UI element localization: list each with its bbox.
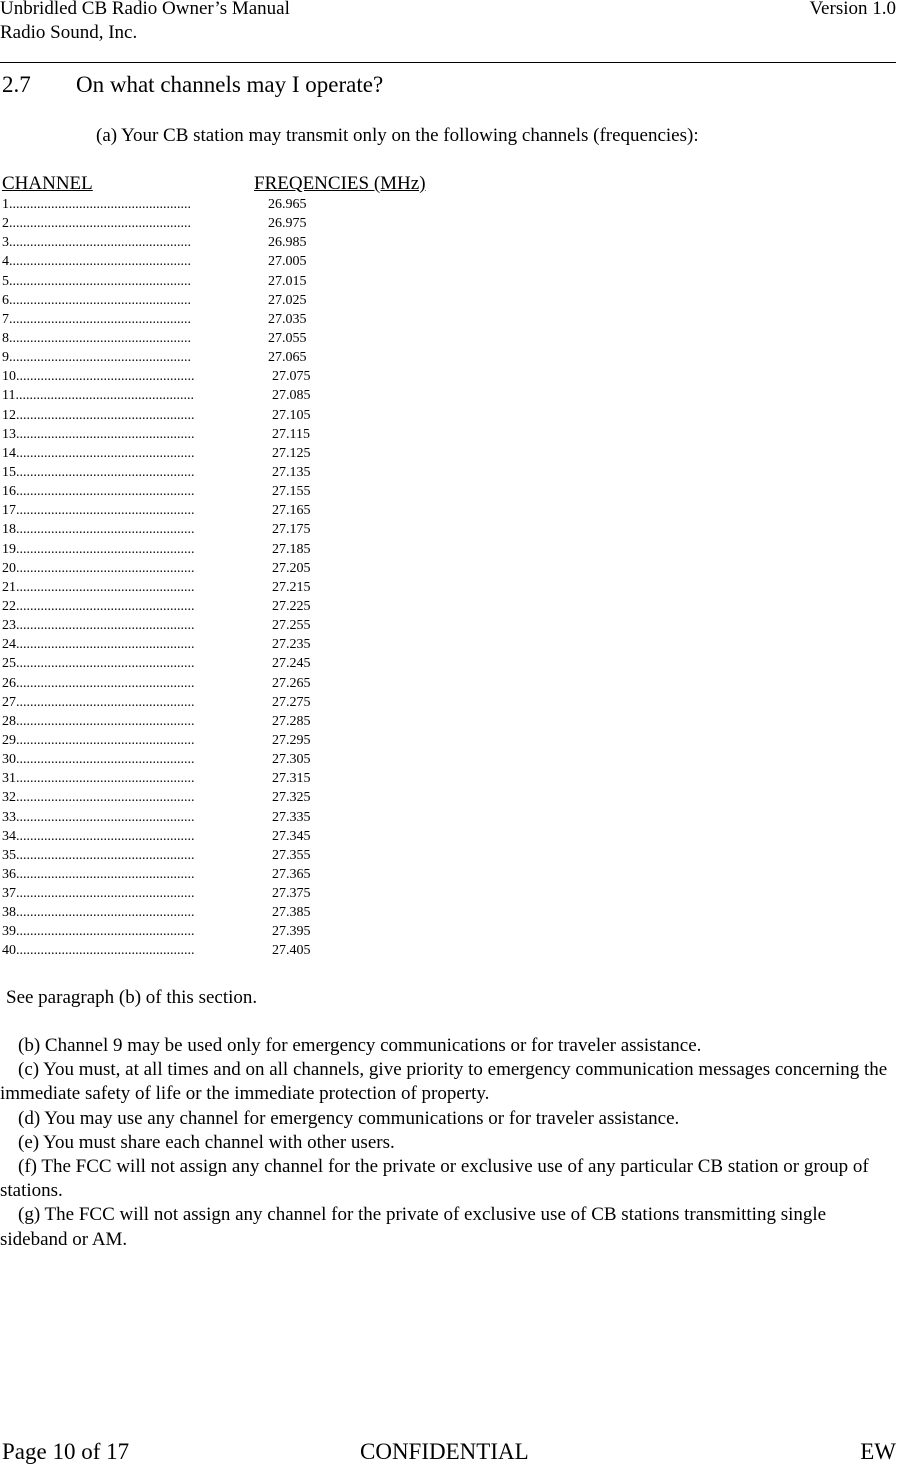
- channel-number: 11...................................................: [2, 388, 194, 404]
- channel-frequency: 27.295: [272, 732, 311, 748]
- channel-number: 4....................................................: [2, 254, 191, 270]
- channel-frequency: 27.175: [272, 522, 311, 538]
- table-row: [0, 922, 400, 941]
- table-row: [0, 846, 400, 865]
- channel-frequency: 27.085: [272, 388, 311, 404]
- channel-frequency-table: [0, 195, 400, 961]
- channel-frequency: 27.395: [272, 924, 311, 940]
- channel-number: 40...................................................: [2, 943, 195, 959]
- channel-frequency: 27.285: [272, 713, 311, 729]
- channel-number: 39...................................................: [2, 924, 195, 940]
- channel-frequency: 27.015: [268, 273, 307, 289]
- channel-frequency: 27.265: [272, 675, 311, 691]
- table-row: [0, 884, 400, 903]
- table-row: [0, 214, 400, 233]
- table-row: [0, 903, 400, 922]
- channel-frequency: 27.035: [268, 311, 307, 327]
- table-row: [0, 272, 400, 291]
- channel-number: 23...................................................: [2, 618, 195, 634]
- section-title: On what channels may I operate?: [76, 72, 384, 97]
- header-rule: [0, 62, 896, 63]
- table-row: [0, 329, 400, 348]
- channel-frequency: 27.275: [272, 694, 311, 710]
- channel-frequency: 27.375: [272, 886, 311, 902]
- channel-number: 6....................................................: [2, 292, 191, 308]
- channel-frequency: 27.335: [272, 809, 311, 825]
- table-row: [0, 674, 400, 693]
- channel-frequency: 27.005: [268, 254, 307, 270]
- table-row: [0, 463, 400, 482]
- channel-number: 21...................................................: [2, 579, 195, 595]
- channel-column-header: CHANNEL: [2, 173, 93, 194]
- channel-frequency: 27.215: [272, 579, 311, 595]
- channel-frequency: 27.325: [272, 790, 311, 806]
- table-row: [0, 444, 400, 463]
- channel-number: 29...................................................: [2, 732, 195, 748]
- channel-number: 26...................................................: [2, 675, 195, 691]
- channel-number: 32...................................................: [2, 790, 195, 806]
- table-row: [0, 750, 400, 769]
- channel-number: 10...................................................: [2, 369, 195, 385]
- channel-frequency: 26.985: [268, 235, 307, 251]
- channel-frequency: 27.135: [272, 464, 311, 480]
- channel-number: 8....................................................: [2, 330, 191, 346]
- channel-frequency: 26.975: [268, 216, 307, 232]
- channel-number: 9....................................................: [2, 350, 191, 366]
- channel-frequency: 27.385: [272, 905, 311, 921]
- table-row: [0, 635, 400, 654]
- channel-frequency: 27.125: [272, 445, 311, 461]
- channel-frequency: 27.225: [272, 598, 311, 614]
- channel-frequency: 27.025: [268, 292, 307, 308]
- channel-number: 15...................................................: [2, 464, 195, 480]
- table-row: [0, 291, 400, 310]
- channel-frequency: 27.245: [272, 656, 311, 672]
- channel-number: 2....................................................: [2, 216, 191, 232]
- channel-number: 14...................................................: [2, 445, 195, 461]
- author-initials: EW: [860, 1439, 896, 1464]
- channel-number: 24...................................................: [2, 637, 195, 653]
- channel-number: 20...................................................: [2, 560, 195, 576]
- table-row: [0, 252, 400, 271]
- channel-rules: [0, 1034, 896, 1252]
- table-row: [0, 540, 400, 559]
- table-row: [0, 195, 400, 214]
- channel-number: 38...................................................: [2, 905, 195, 921]
- table-row: [0, 808, 400, 827]
- channel-number: 1....................................................: [2, 197, 191, 212]
- channel-number: 34...................................................: [2, 828, 195, 844]
- channel-frequency: 27.165: [272, 503, 311, 519]
- channel-frequency: 27.065: [268, 350, 307, 366]
- channel-frequency: 27.055: [268, 330, 307, 346]
- channel-number: 3....................................................: [2, 235, 191, 251]
- table-row: [0, 597, 400, 616]
- channel-frequency: 27.305: [272, 752, 311, 768]
- channel-number: 35...................................................: [2, 847, 195, 863]
- company-name: Radio Sound, Inc.: [0, 22, 138, 43]
- manual-title: Unbridled CB Radio Owner’s Manual: [0, 0, 290, 19]
- channel-frequency: 27.155: [272, 484, 311, 500]
- channel-number: 5....................................................: [2, 273, 191, 289]
- channel-number: 13...................................................: [2, 426, 195, 442]
- channel-frequency: 27.345: [272, 828, 311, 844]
- channel-number: 30...................................................: [2, 752, 195, 768]
- channel-number: 12...................................................: [2, 407, 195, 423]
- table-row: [0, 367, 400, 386]
- channel-number: 33...................................................: [2, 809, 195, 825]
- channel-frequency: 27.105: [272, 407, 311, 423]
- channel-number: 19...................................................: [2, 541, 195, 557]
- confidential-label: CONFIDENTIAL: [360, 1439, 529, 1464]
- channel-frequency: 27.355: [272, 847, 311, 863]
- table-row: [0, 233, 400, 252]
- channel-number: 18...................................................: [2, 522, 195, 538]
- table-row: [0, 406, 400, 425]
- table-row: [0, 941, 400, 960]
- channel-number: 7....................................................: [2, 311, 191, 327]
- table-row: [0, 769, 400, 788]
- channel-number: 37...................................................: [2, 886, 195, 902]
- channel-number: 27...................................................: [2, 694, 195, 710]
- section-number: 2.7: [2, 72, 31, 97]
- channel-frequency: 27.185: [272, 541, 311, 557]
- channel-number: 31...................................................: [2, 771, 195, 787]
- table-row: [0, 865, 400, 884]
- channel-number: 16...................................................: [2, 484, 195, 500]
- channel-frequency: 27.205: [272, 560, 311, 576]
- table-row: [0, 559, 400, 578]
- table-row: [0, 348, 400, 367]
- table-row: [0, 386, 400, 405]
- channel-number: 36...................................................: [2, 866, 195, 882]
- table-row: [0, 578, 400, 597]
- table-row: [0, 693, 400, 712]
- rule-paragraph: (e) You must share each channel with other users.: [18, 1131, 395, 1153]
- channel-number: 22...................................................: [2, 598, 195, 614]
- channel-frequency: 27.255: [272, 618, 311, 634]
- table-row: [0, 501, 400, 520]
- channel-frequency: 27.075: [272, 369, 311, 385]
- table-row: [0, 654, 400, 673]
- frequency-column-header: FREQENCIES (MHz): [254, 173, 426, 194]
- channel-frequency: 27.405: [272, 943, 311, 959]
- table-row: [0, 731, 400, 750]
- table-row: [0, 616, 400, 635]
- channel-frequency: 27.365: [272, 866, 311, 882]
- version-label: Version 1.0: [809, 0, 896, 19]
- channel-number: 28...................................................: [2, 713, 195, 729]
- rule-paragraph: (b) Channel 9 may be used only for emergency communications or for traveler assistance.: [18, 1035, 702, 1056]
- channel-frequency: 27.315: [272, 771, 311, 787]
- table-row: [0, 520, 400, 539]
- channel-number: 25...................................................: [2, 656, 195, 672]
- rule-paragraph: (g) The FCC will not assign any channel for the private of exclusive use of CB stations transmitting single sideband or AM.: [0, 1204, 827, 1250]
- table-row: [0, 788, 400, 807]
- see-paragraph-note: See paragraph (b) of this section.: [6, 987, 258, 1008]
- channel-frequency: 27.115: [272, 426, 310, 442]
- intro-paragraph: (a) Your CB station may transmit only on the following channels (frequencies):: [96, 125, 699, 146]
- table-row: [0, 310, 400, 329]
- rule-paragraph: (f) The FCC will not assign any channel for the private or exclusive use of any particular CB station or group of stations.: [0, 1156, 869, 1202]
- channel-frequency: 27.235: [272, 637, 311, 653]
- page-number: Page 10 of 17: [2, 1439, 130, 1464]
- table-row: [0, 712, 400, 731]
- rule-paragraph: (d) You may use any channel for emergency communications or for traveler assistance.: [18, 1107, 680, 1129]
- table-row: [0, 827, 400, 846]
- table-row: [0, 482, 400, 501]
- channel-number: 17...................................................: [2, 503, 195, 519]
- rule-paragraph: (c) You must, at all times and on all channels, give priority to emergency communication messages concerning the immediate safety of life or the immediate protection of property.: [0, 1059, 888, 1105]
- channel-frequency: 26.965: [268, 197, 307, 212]
- table-row: [0, 425, 400, 444]
